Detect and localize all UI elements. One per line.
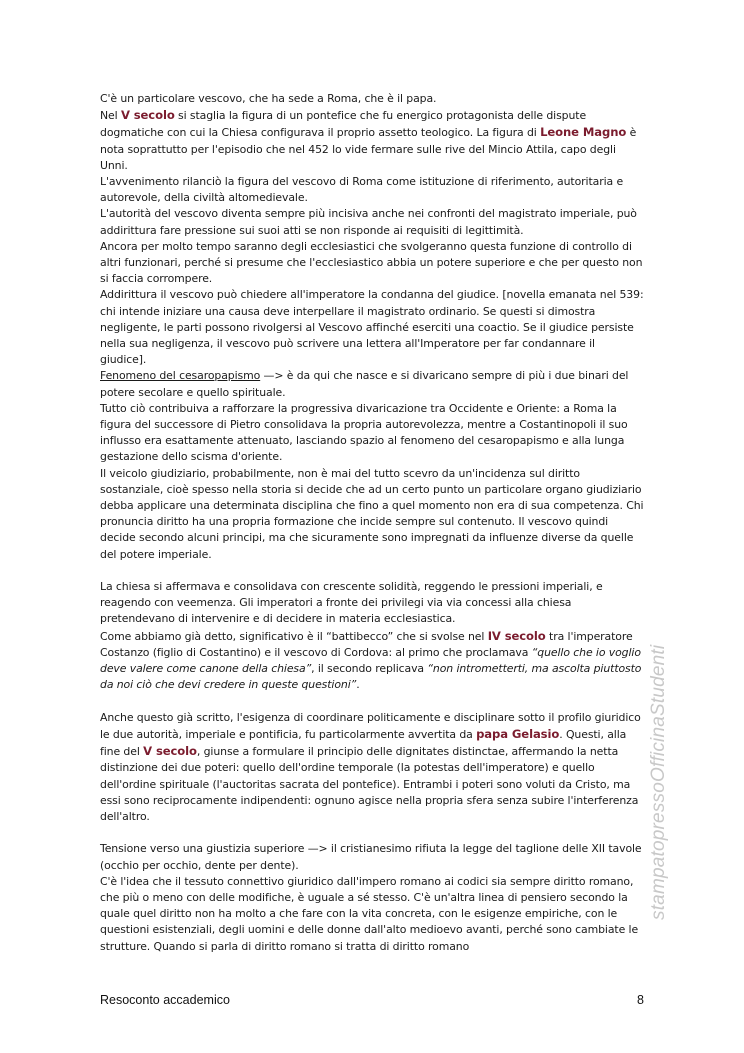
text: , giunse a formulare il principio delle dignitates distinctae, affermando la netta distinzione dei due poteri: quello dell'ordine temporale (la potestas dell'imperatore) e quello dell'ordine spirituale (l'auctoritas sacrata del pontefice). Entrambi i poteri sono voluti da Cristo, ma essi sono reciprocamente indipendenti: ognuno agisce nella propria sfera senza subire l'interferenza dell'altro. xyxy=(100,745,639,823)
highlight-term: V secolo xyxy=(143,744,197,759)
page-number: 8 xyxy=(637,993,644,1007)
footer-title: Resoconto accademico xyxy=(100,993,230,1007)
paragraph-gap xyxy=(100,825,644,841)
paragraph xyxy=(100,206,644,238)
text: Come abbiamo già detto, significativo è il “battibecco” che si svolse nel xyxy=(100,629,488,643)
text: L'avvenimento rilanciò la figura del vescovo di Roma come istituzione di riferimento, autoritaria e autorevole, della civiltà altomedievale. xyxy=(100,175,624,205)
paragraph xyxy=(100,91,644,107)
text: è nota soprattutto per l'episodio che nel 452 lo vide fermare sulle rive del Mincio Attila, capo degli Unni. xyxy=(100,126,637,172)
text: Il veicolo giudiziario, probabilmente, non è mai del tutto scevro da un'incidenza sul diritto sostanziale, cioè spesso nella storia si decide che ad un certo punto un particolare organo giudiziario debba applicare una determinata disciplina che fino a quel momento non era di sua competenza. Chi pronuncia diritto ha una propria formazione che incide sempre sul contenuto. Il vescovo quindi decide secondo alcuni principi, ma che sicuramente sono impregnati da influenze diverse da quelle del potere imperiale. xyxy=(100,466,644,561)
paragraph xyxy=(100,401,644,466)
highlight-term: papa Gelasio xyxy=(476,726,560,741)
text: Anche questo già scritto, l'esigenza di coordinare politicamente e disciplinare sotto il profilo giuridico le due autorità, imperiale e pontificia, fu particolarmente avvertita da xyxy=(100,710,641,741)
paragraph xyxy=(100,107,644,174)
text: si staglia la figura di un pontefice che fu energico protagonista delle dispute dogmatiche con cui la Chiesa configurava il proprio assetto teologico. La figura di xyxy=(100,109,587,140)
paragraph xyxy=(100,841,644,873)
underlined-term: Fenomeno del cesaropapismo xyxy=(100,369,261,383)
highlight-term: Leone Magno xyxy=(540,125,627,140)
text: La chiesa si affermava e consolidava con crescente solidità, reggendo le pressioni imperiali, e reagendo con veemenza. Gli imperatori a fronte dei privilegi via via concessi alla chiesa pretendevano di intervenire e di decidere in materia ecclesiastica. xyxy=(100,580,603,626)
text: tra l'imperatore Costanzo (figlio di Costantino) e il vescovo di Cordova: al primo che proclamava xyxy=(100,629,633,659)
text: Ancora per molto tempo saranno degli ecclesiastici che svolgeranno questa funzione di controllo di altri funzionari, perché si presume che l'ecclesiastico abbia un potere superiore e che per questo non si faccia corrompere. xyxy=(100,239,643,286)
text: C'è un particolare vescovo, che ha sede a Roma, che è il papa. xyxy=(100,92,437,105)
paragraph xyxy=(100,710,644,825)
paragraph xyxy=(100,239,644,288)
text: , il secondo replicava xyxy=(311,662,428,676)
text: Tutto ciò contribuiva a rafforzare la progressiva divaricazione tra Occidente e Oriente: a Roma la figura del successore di Pietro consolidava la propria autorevolezza, mentre a Costantinopoli il suo influsso era esattamente attenuato, lasciando spazio al fenomeno del cesaropapismo e alla lunga gestazione dello scisma d'oriente. xyxy=(100,401,628,464)
paragraph xyxy=(100,368,644,400)
paragraph xyxy=(100,287,644,368)
highlight-term: V secolo xyxy=(120,108,175,123)
italic-quote: “quello che io voglio deve valere come canone della chiesa” xyxy=(100,645,641,676)
text: Nel xyxy=(100,109,121,123)
italic-quote: “non intrometterti, ma ascolta piuttosto da noi ciò che devi credere in queste questioni” xyxy=(100,662,642,692)
paragraph xyxy=(100,174,644,206)
document-body xyxy=(100,91,644,955)
paragraph xyxy=(100,874,644,955)
text: . Questi, alla fine del xyxy=(100,727,627,759)
text: Tensione verso una giustizia superiore —> il cristianesimo rifiuta la legge del taglione delle XII tavole (occhio per occhio, dente per dente). xyxy=(100,842,642,872)
text: Addirittura il vescovo può chiedere all'imperatore la condanna del giudice. [novella emanata nel 539: chi intende iniziare una causa deve interpellare il magistrato ordinario. Se questi si dimostra negligente, le parti possono rivolgersi al Vescovo affinché eserciti una coactio. Se il giudice persiste nella sua negligenza, il vescovo può scrivere una lettera all'Imperatore per far condannare il giudice]. xyxy=(100,288,644,367)
paragraph xyxy=(100,628,644,694)
watermark: stampatopressoOfficinaStudenti xyxy=(648,644,669,920)
text: L'autorità del vescovo diventa sempre più incisiva anche nei confronti del magistrato imperiale, può addirittura fare pressione sui suoi atti se non risponde ai requisiti di legittimità. xyxy=(100,207,637,237)
paragraph-gap xyxy=(100,563,644,579)
paragraph xyxy=(100,466,644,563)
text: . xyxy=(356,678,360,692)
paragraph-gap xyxy=(100,694,644,710)
text: C'è l'idea che il tessuto connettivo giuridico dall'impero romano ai codici sia sempre diritto romano, che più o meno con delle modifiche, è uguale a sé stesso. C'è un'altra linea di pensiero secondo la quale quel diritto non ha molto a che fare con la vita concreta, con le esigenze empiriche, con le questioni esistenziali, degli uomini e delle donne dall'alto medioevo avanti, perché sono cambiate le strutture. Quando si parla di diritto romano si tratta di diritto romano xyxy=(100,874,639,953)
text: —> è da qui che nasce e si divaricano sempre di più i due binari del potere secolare e quello spirituale. xyxy=(100,369,629,399)
paragraph xyxy=(100,579,644,628)
highlight-term: IV secolo xyxy=(487,628,546,643)
